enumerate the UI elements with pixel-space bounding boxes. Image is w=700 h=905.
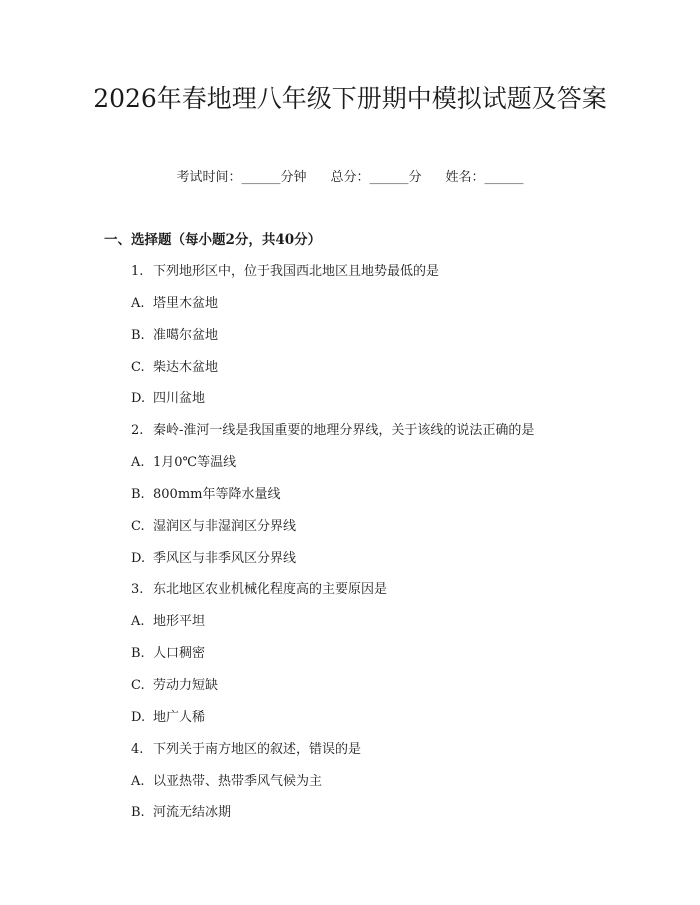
item-text: 地形平坦 xyxy=(153,614,206,629)
question-3-option-c xyxy=(131,676,218,696)
question-2-option-b xyxy=(131,485,280,505)
question-1-option-a xyxy=(131,294,218,314)
item-number: B. xyxy=(131,805,145,820)
question-3-option-a xyxy=(131,612,205,632)
document-title: 2026年春地理八年级下册期中模拟试题及答案 xyxy=(93,84,607,113)
item-number: 3. xyxy=(131,582,144,597)
question-1-option-b xyxy=(131,326,218,346)
question-3 xyxy=(131,580,387,600)
item-text: 柴达木盆地 xyxy=(153,360,219,375)
exam-time-field: 考试时间：______分钟 xyxy=(176,170,307,185)
item-text: 800mm年等降水量线 xyxy=(153,487,281,502)
item-number: 2. xyxy=(131,423,144,438)
question-2-option-a xyxy=(131,453,236,473)
item-number: C. xyxy=(131,519,145,534)
question-3-option-d xyxy=(131,708,205,728)
item-text: 人口稠密 xyxy=(153,646,206,661)
item-text: 塔里木盆地 xyxy=(153,296,219,311)
item-number: A. xyxy=(131,614,145,629)
item-number: 4. xyxy=(131,742,144,757)
item-number: A. xyxy=(131,296,145,311)
item-text: 东北地区农业机械化程度高的主要原因是 xyxy=(153,582,388,597)
total-score-field: 总分：______分 xyxy=(330,170,422,185)
item-text: 季风区与非季风区分界线 xyxy=(153,551,297,566)
item-text: 四川盆地 xyxy=(153,391,206,406)
item-number: D. xyxy=(131,391,146,406)
item-text: 河流无结冰期 xyxy=(153,805,232,820)
item-text: 1月0℃等温线 xyxy=(153,455,237,470)
item-text: 下列地形区中，位于我国西北地区且地势最低的是 xyxy=(153,264,440,279)
question-1 xyxy=(131,262,439,282)
question-4-option-a xyxy=(131,772,322,792)
item-number: B. xyxy=(131,646,145,661)
item-number: C. xyxy=(131,360,145,375)
item-number: C. xyxy=(131,678,145,693)
section-title: 一、选择题（每小题2分，共40分） xyxy=(104,232,322,248)
question-2 xyxy=(131,421,534,441)
item-text: 地广人稀 xyxy=(153,710,206,725)
item-text: 以亚热带、热带季风气候为主 xyxy=(153,774,323,789)
question-4 xyxy=(131,740,361,760)
item-number: A. xyxy=(131,774,145,789)
name-field: 姓名：______ xyxy=(445,170,524,185)
item-number: D. xyxy=(131,551,146,566)
question-2-option-d xyxy=(131,549,296,569)
question-3-option-b xyxy=(131,644,205,664)
item-number: B. xyxy=(131,328,145,343)
question-2-option-c xyxy=(131,517,296,537)
item-number: D. xyxy=(131,710,146,725)
item-number: A. xyxy=(131,455,145,470)
item-text: 下列关于南方地区的叙述，错误的是 xyxy=(153,742,362,757)
item-text: 湿润区与非湿润区分界线 xyxy=(153,519,297,534)
exam-info-line xyxy=(0,168,700,188)
item-number: 1. xyxy=(131,264,144,279)
question-4-option-b xyxy=(131,803,231,823)
question-1-option-d xyxy=(131,389,205,409)
item-text: 准噶尔盆地 xyxy=(153,328,219,343)
item-text: 秦岭-淮河一线是我国重要的地理分界线，关于该线的说法正确的是 xyxy=(153,423,535,438)
question-1-option-c xyxy=(131,358,218,378)
item-text: 劳动力短缺 xyxy=(153,678,219,693)
item-number: B. xyxy=(131,487,145,502)
